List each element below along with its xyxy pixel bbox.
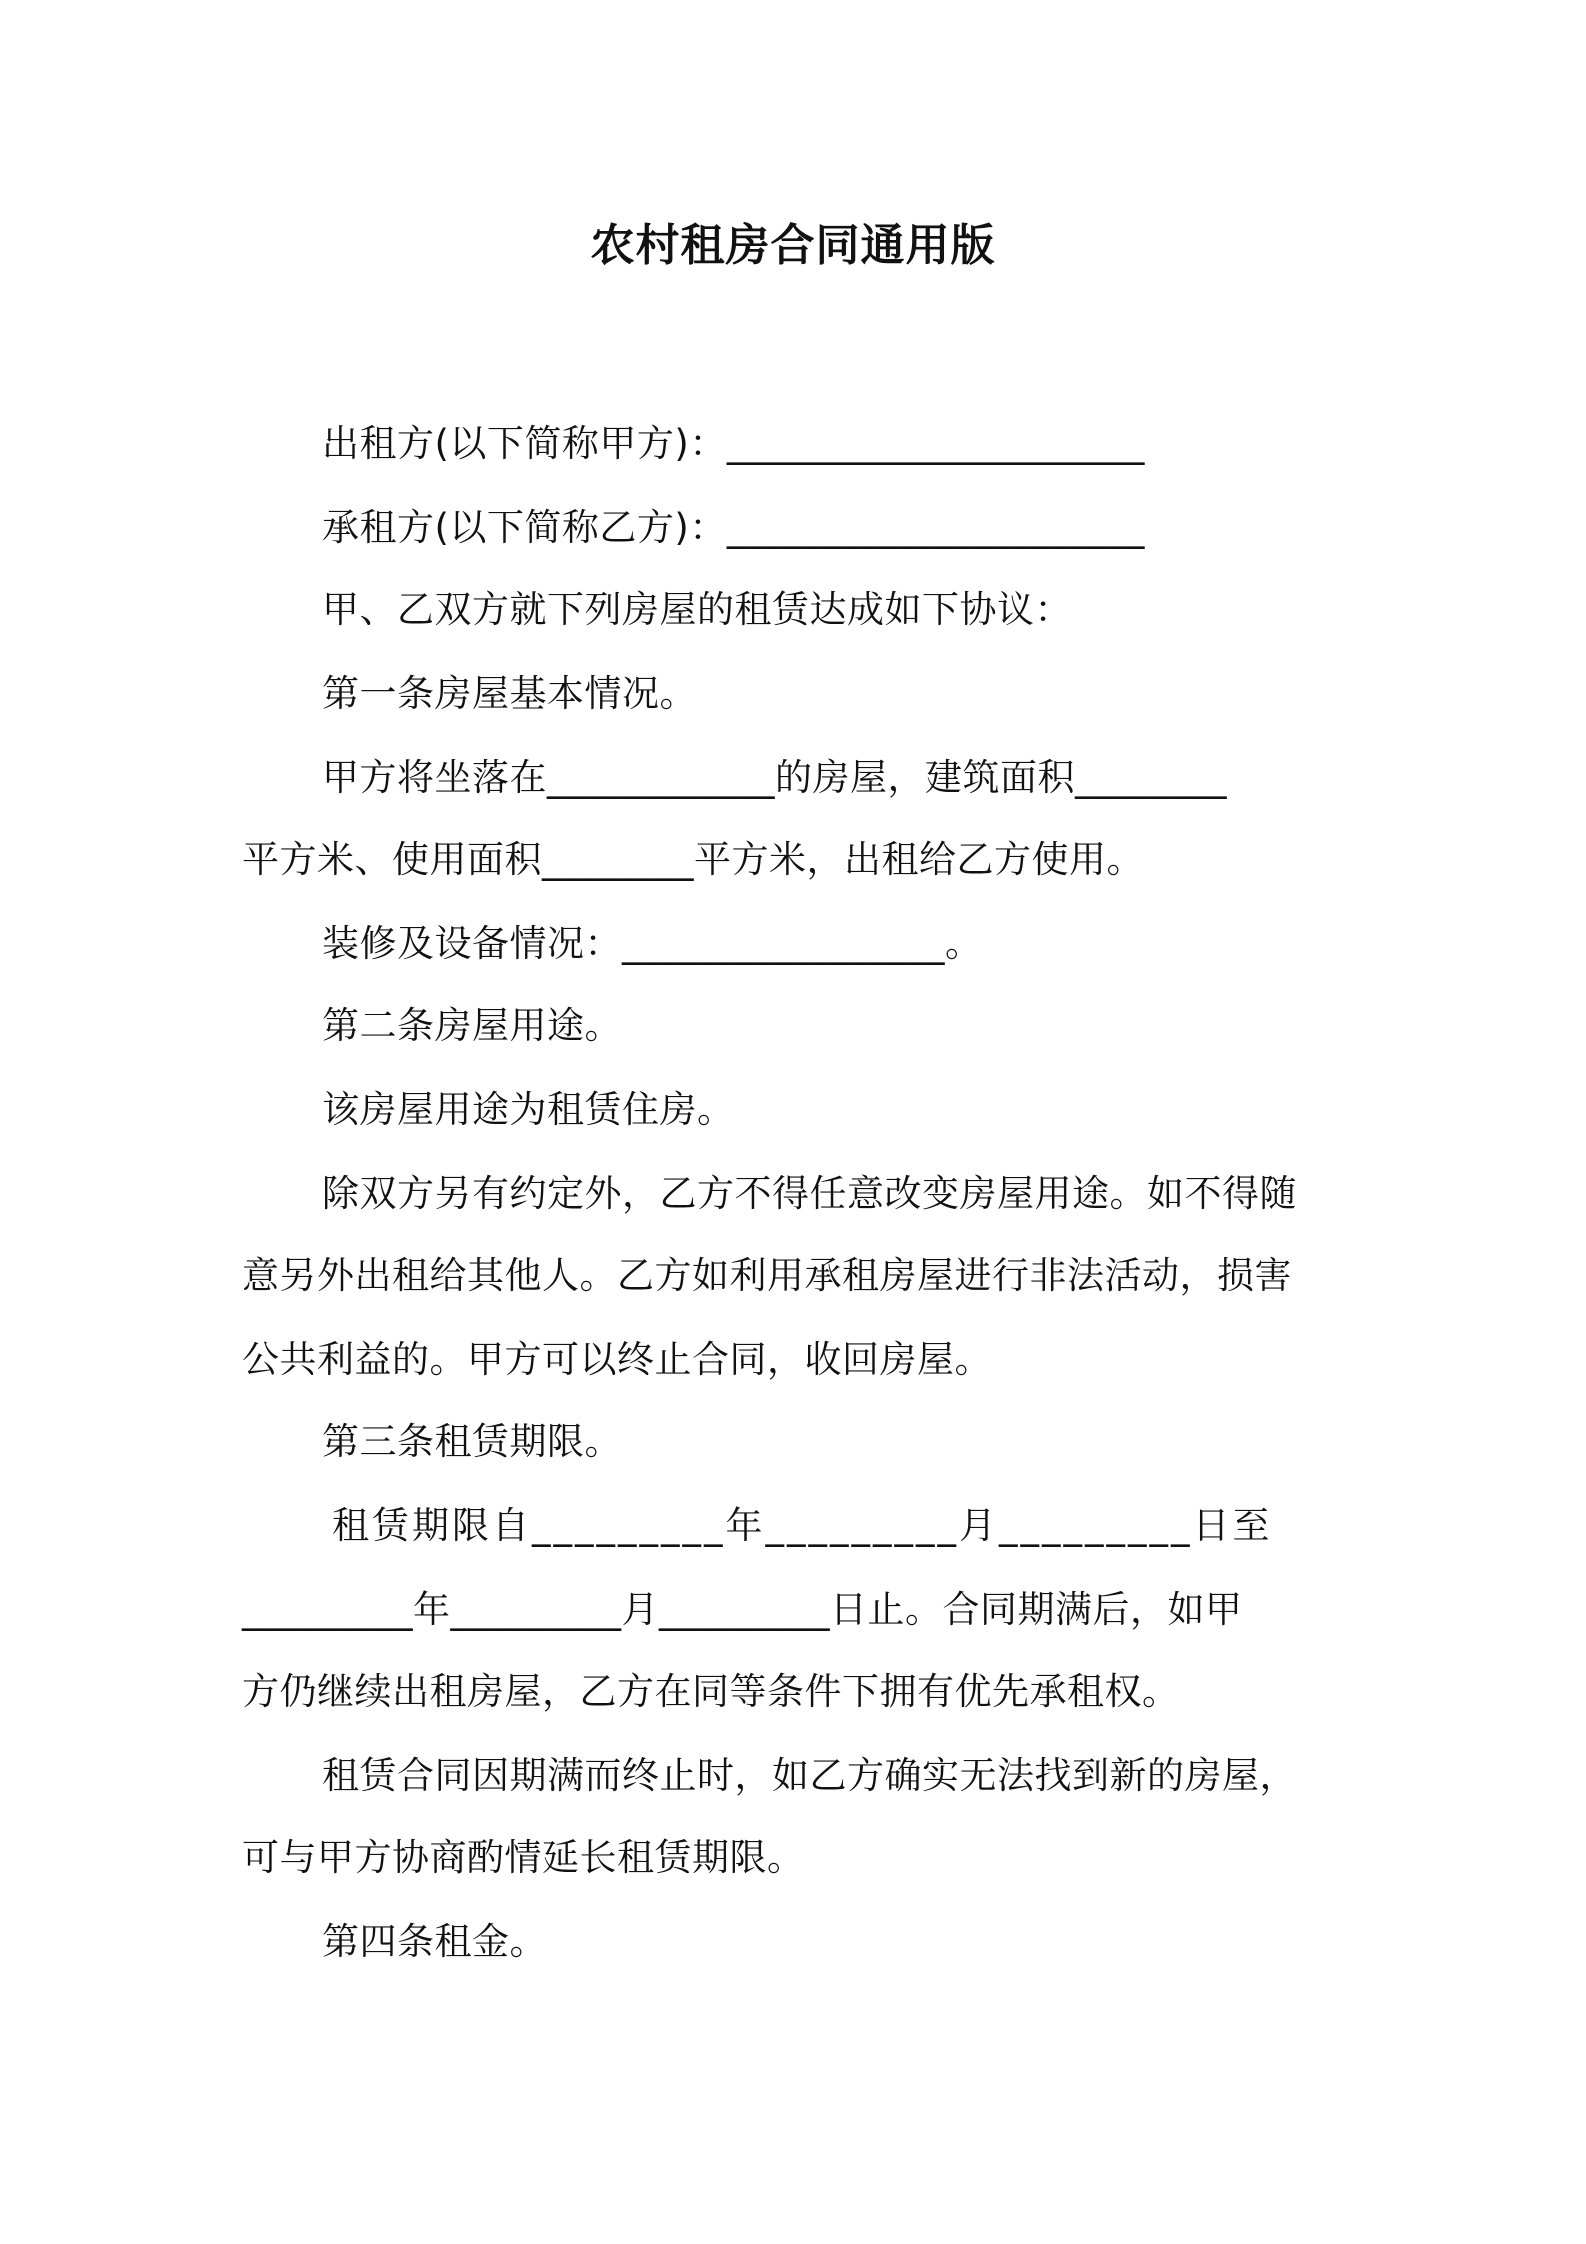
article-1-text-line: 甲方将坐落在____________的房屋，建筑面积________ <box>322 756 1227 799</box>
document-title: 农村租房合同通用版 <box>590 220 996 271</box>
lessor-line: 出租方(以下简称甲方)：______________________ <box>322 422 1145 465</box>
article-2-text-line: 公共利益的。甲方可以终止合同，收回房屋。 <box>242 1338 992 1381</box>
article-3-text-line: 租赁合同因期满而终止时，如乙方确实无法找到新的房屋， <box>322 1754 1297 1797</box>
article-3-text-line: 租赁期限自_________年_________月_________日至 <box>332 1504 1273 1547</box>
article-3-text-line: 方仍继续出租房屋，乙方在同等条件下拥有优先承租权。 <box>242 1670 1180 1713</box>
article-4-heading: 第四条租金。 <box>322 1920 547 1963</box>
article-2-text-line: 意另外出租给其他人。乙方如利用承租房屋进行非法活动，损害 <box>242 1254 1292 1297</box>
article-1-text-line: 平方米、使用面积________平方米，出租给乙方使用。 <box>242 838 1144 881</box>
article-2-text-line: 该房屋用途为租赁住房。 <box>322 1088 735 1131</box>
lessee-line: 承租方(以下简称乙方)：______________________ <box>322 506 1145 549</box>
article-2-text-line: 除双方另有约定外，乙方不得任意改变房屋用途。如不得随 <box>322 1172 1297 1215</box>
article-3-text-line: 可与甲方协商酌情延长租赁期限。 <box>242 1836 805 1879</box>
decoration-line: 装修及设备情况：_________________。 <box>322 922 983 965</box>
article-3-heading: 第三条租赁期限。 <box>322 1420 622 1463</box>
article-1-heading: 第一条房屋基本情况。 <box>322 672 697 715</box>
article-3-text-line: _________年_________月_________日止。合同期满后，如甲 <box>242 1588 1243 1631</box>
article-2-heading: 第二条房屋用途。 <box>322 1004 622 1047</box>
agreement-intro: 甲、乙双方就下列房屋的租赁达成如下协议： <box>322 588 1072 631</box>
